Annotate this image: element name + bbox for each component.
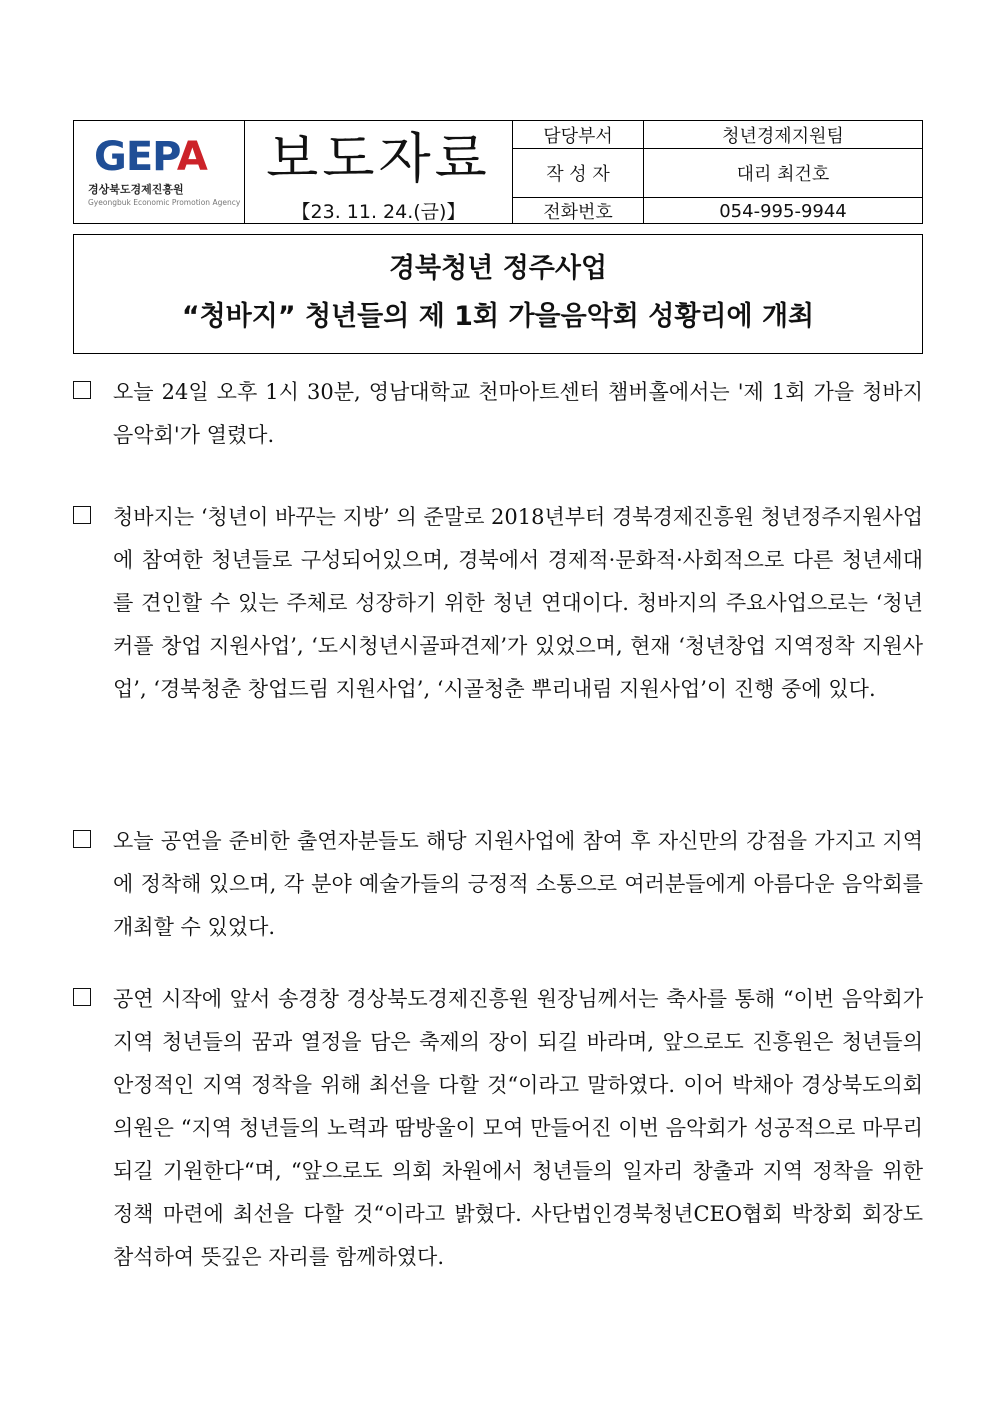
headline-box [73, 234, 923, 354]
headline-line-2: “청바지” 청년들의 제 1회 가을음악회 성황리에 개최 [181, 301, 815, 332]
info-row-phone [513, 198, 922, 224]
checkbox-bullet-icon [73, 506, 91, 524]
checkbox-bullet-icon [73, 988, 91, 1006]
info-value: 청년경제지원팀 [722, 125, 844, 147]
press-release-title: 보도자료 [266, 127, 491, 190]
logo-korean-name: 경상북도경제진흥원 [88, 183, 184, 196]
paragraph-text: 청바지는 ‘청년이 바꾸는 지방’ 의 준말로 2018년부터 경북경제진흥원 청년정주지원사업에 참여한 청년들로 구성되어있으며, 경북에서 경제적·문화적·사회적으로 다른 청년세대를 견인할 수 있는 주체로 성장하기 위한 청년 연대이다. 청바지의 주요사업으로는 ‘청년커플 창업 지원사업’, ‘도시청년시골파견제’가 있었으며, 현재 ‘청년창업 지역정착 지원사업’, ‘경북청춘 창업드림 지원사업’, ‘시골청춘 뿌리내림 지원사업’이 진행 중에 있다. [113, 505, 923, 701]
paragraph [73, 820, 923, 949]
press-release-date: 【23. 11. 24.(금)】 [291, 201, 466, 223]
logo-accent-letter: A [176, 134, 207, 180]
paragraph-text: 공연 시작에 앞서 송경창 경상북도경제진흥원 원장님께서는 축사를 통해 “이번 음악회가 지역 청년들의 꿈과 열정을 담은 축제의 장이 되길 바라며, 앞으로도 진흥원은 청년들의 안정적인 지역 정착을 위해 최선을 다할 것“이라고 말하였다. 이어 박채아 경상북도의회 의원은 “지역 청년들의 노력과 땀방울이 모여 만들어진 이번 음악회가 성공적으로 마무리되길 기원한다“며, “앞으로도 의회 차원에서 청년들의 일자리 창출과 지역 정착을 위한 정책 마련에 최선을 다할 것“이라고 밝혔다. 사단법인경북청년CEO협회 박창회 회장도 참석하여 뜻깊은 자리를 함께하였다. [113, 987, 923, 1269]
headline-line-1: 경북청년 정주사업 [388, 253, 608, 284]
info-value: 054-995-9944 [719, 200, 847, 222]
paragraph [73, 371, 923, 457]
paragraph [73, 496, 923, 711]
info-label: 전화번호 [513, 198, 644, 224]
paragraph-text: 오늘 24일 오후 1시 30분, 영남대학교 천마아트센터 챔버홀에서는 '제 1회 가을 청바지 음악회'가 열렸다. [113, 380, 923, 447]
paragraph-text: 오늘 공연을 준비한 출연자분들도 해당 지원사업에 참여 후 자신만의 강점을 가지고 지역에 정착해 있으며, 각 분야 예술가들의 긍정적 소통으로 여러분들에게 아름다운 음악회를 개최할 수 있었다. [113, 829, 923, 939]
logo-brand: GEPA [94, 134, 207, 180]
logo [74, 121, 245, 223]
title-cell [245, 121, 513, 223]
checkbox-bullet-icon [73, 381, 91, 399]
info-row-author [513, 149, 922, 198]
info-label: 담당부서 [513, 121, 644, 148]
info-row-department [513, 121, 922, 149]
logo-english-name: Gyeongbuk Economic Promotion Agency [88, 198, 241, 207]
info-label: 작 성 자 [513, 149, 644, 197]
info-value: 대리 최건호 [736, 164, 830, 185]
checkbox-bullet-icon [73, 830, 91, 848]
contact-info-table [513, 121, 922, 223]
press-header [73, 120, 923, 224]
paragraph [73, 978, 923, 1279]
